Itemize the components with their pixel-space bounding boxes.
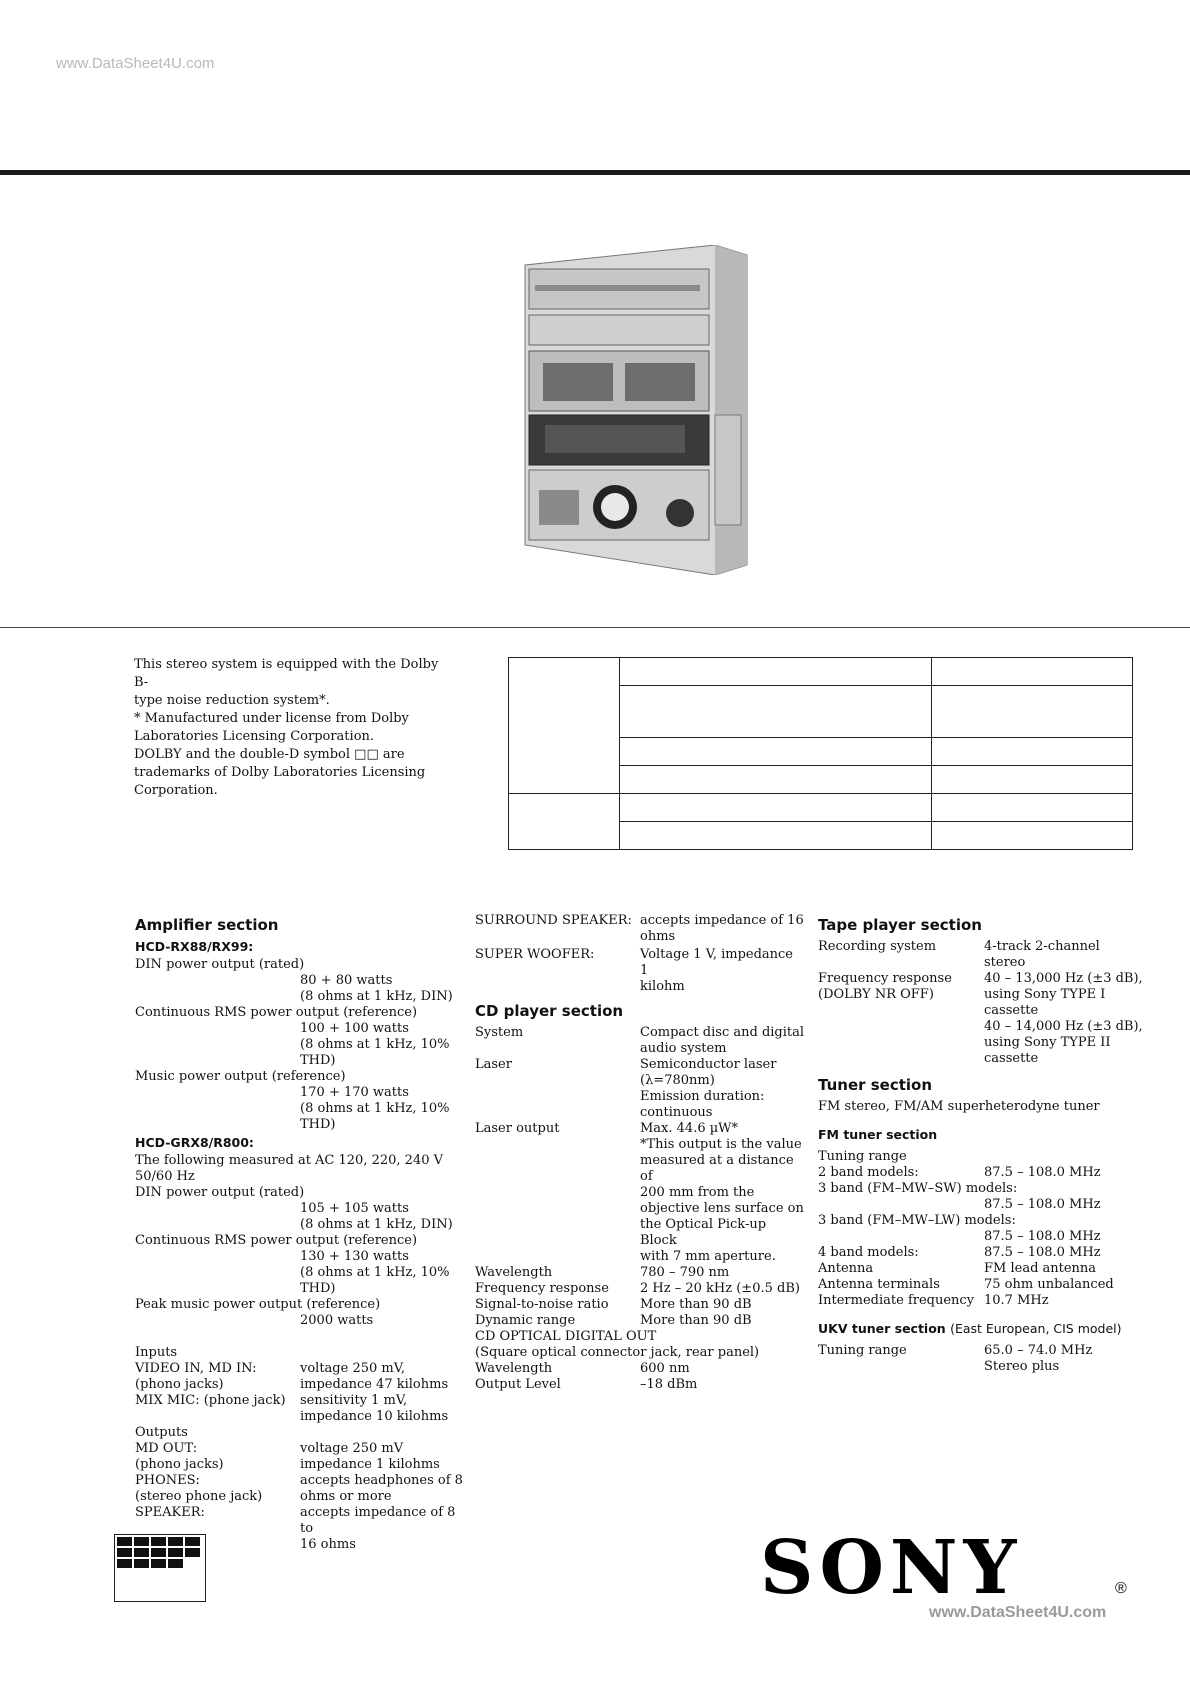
spec-label: 3 band (FM–MW–SW) models: — [818, 1181, 1018, 1196]
spec-label — [475, 1073, 640, 1089]
spec-value — [984, 1149, 1144, 1165]
registered-mark: ® — [1115, 1580, 1127, 1597]
intro-line: DOLBY and the double-D symbol □□ are — [134, 747, 405, 762]
spec-row — [475, 1121, 815, 1137]
spec-value: with 7 mm aperture. — [640, 1249, 776, 1264]
spec-row — [818, 1293, 1138, 1309]
spec-label: SPEAKER: — [135, 1505, 205, 1520]
spec-value: 16 ohms — [300, 1537, 356, 1552]
outputs-heading: Outputs — [135, 1425, 188, 1440]
ukv-heading — [818, 1321, 1138, 1337]
spec-value: Max. 44.6 µW* — [640, 1121, 739, 1136]
spec-row — [818, 1245, 1138, 1261]
spec-value: Semiconductor laser — [640, 1057, 777, 1072]
fm-heading: FM tuner section — [818, 1127, 938, 1142]
spec-row — [818, 1181, 1138, 1197]
spec-label: Recording system — [818, 939, 937, 954]
tuner-description: FM stereo, FM/AM superheterodyne tuner — [818, 1099, 1100, 1114]
spec-label: (phono jacks) — [135, 1457, 224, 1472]
spec-value — [1016, 1213, 1176, 1229]
spec-value: 100 + 100 watts — [300, 1021, 409, 1036]
spec-label — [475, 1217, 640, 1249]
spec-value: More than 90 dB — [640, 1297, 752, 1312]
intro-line: trademarks of Dolby Laboratories Licensing — [134, 765, 426, 780]
spec-row — [475, 1217, 815, 1249]
cd-spec-list — [475, 1025, 815, 1329]
spec-value: (8 ohms at 1 kHz, 10% — [300, 1037, 450, 1052]
spec-row — [818, 987, 1138, 1003]
spec-row — [475, 1297, 815, 1313]
table-cell — [932, 822, 1133, 850]
spec-value: 600 nm — [640, 1361, 690, 1376]
spec-value: Stereo plus — [984, 1359, 1060, 1374]
spec-value: 87.5 – 108.0 MHz — [984, 1245, 1101, 1260]
spec-value: 80 + 80 watts — [300, 973, 393, 988]
spec-value: voltage 250 mV, — [300, 1361, 405, 1376]
table-cell — [932, 794, 1133, 822]
spec-label: Tuning range — [818, 1149, 907, 1164]
spec-label: 2 band models: — [818, 1165, 919, 1180]
spec-value: using Sony TYPE II — [984, 1035, 1111, 1050]
spec-label — [475, 929, 640, 945]
spec-value: objective lens surface on — [640, 1201, 804, 1216]
spec-row — [135, 1393, 465, 1409]
spec-label — [818, 1359, 984, 1375]
spec-label: (Square optical connector jack, rear panel) — [475, 1345, 760, 1360]
spec-label: Antenna terminals — [818, 1277, 940, 1292]
spec-label: Continuous RMS power output (reference) — [135, 1233, 418, 1248]
spec-label — [475, 1105, 640, 1121]
amplifier-section — [135, 913, 465, 1553]
spec-row — [818, 1165, 1138, 1181]
spec-value: impedance 1 kilohms — [300, 1457, 440, 1472]
table-cell — [932, 738, 1133, 766]
section-title: Tuner section — [818, 1076, 933, 1094]
spec-value: audio system — [640, 1041, 727, 1056]
spec-row — [475, 1201, 815, 1217]
spec-row — [475, 929, 815, 945]
spec-label: (stereo phone jack) — [135, 1489, 263, 1504]
spec-row — [135, 1361, 465, 1377]
spec-row — [818, 1019, 1143, 1035]
spec-value: –18 dBm — [640, 1377, 698, 1392]
spec-value: accepts impedance of 16 — [640, 913, 804, 928]
spec-label — [475, 1137, 640, 1153]
spec-value: ohms or more — [300, 1489, 392, 1504]
spec-row — [475, 1313, 815, 1329]
spec-row — [818, 1261, 1138, 1277]
spec-value: accepts headphones of 8 — [300, 1473, 463, 1488]
inputs-heading: Inputs — [135, 1345, 178, 1360]
spec-label: Signal-to-noise ratio — [475, 1297, 609, 1312]
spec-row — [818, 1149, 1138, 1165]
spec-value: (8 ohms at 1 kHz, DIN) — [300, 989, 453, 1004]
spec-value: 2 Hz – 20 kHz (±0.5 dB) — [640, 1281, 800, 1296]
table-cell — [620, 738, 932, 766]
spec-label: SUPER WOOFER: — [475, 947, 595, 962]
spec-row — [475, 1281, 815, 1297]
spec-value: cassette — [984, 1003, 1039, 1018]
spec-row — [818, 1229, 1138, 1245]
spec-row — [818, 1359, 1138, 1375]
cd-player-section — [475, 913, 815, 1393]
spec-value: THD) — [300, 1281, 336, 1296]
spec-row — [818, 1197, 1138, 1213]
section-title: Amplifier section — [135, 916, 279, 934]
table-cell — [620, 822, 932, 850]
spec-label — [475, 1201, 640, 1217]
spec-value: 87.5 – 108.0 MHz — [984, 1165, 1101, 1180]
spec-label — [818, 1197, 984, 1213]
table-cell — [620, 794, 932, 822]
middle-rule — [0, 627, 1190, 628]
ukv-note: (East European, CIS model) — [950, 1321, 1122, 1336]
spec-value: *This output is the value — [640, 1137, 802, 1152]
spec-row — [818, 1277, 1138, 1293]
intro-line: Laboratories Licensing Corporation. — [134, 729, 375, 744]
spec-value: Voltage 1 V, impedance 1 — [640, 947, 794, 978]
spec-value: Emission duration: — [640, 1089, 765, 1104]
table-cell — [932, 686, 1133, 738]
spec-value: (8 ohms at 1 kHz, 10% — [300, 1265, 450, 1280]
spec-row — [818, 1035, 1138, 1051]
spec-label: Dynamic range — [475, 1313, 576, 1328]
spec-label: The following measured at AC 120, 220, 240 V — [135, 1153, 444, 1168]
table-cell — [620, 686, 932, 738]
spec-row — [135, 1473, 465, 1489]
spec-value: 130 + 130 watts — [300, 1249, 409, 1264]
spec-label: Frequency response — [475, 1281, 609, 1296]
spec-label: (phono jacks) — [135, 1377, 224, 1392]
spec-value: 105 + 105 watts — [300, 1201, 409, 1216]
model-heading: HCD-RX88/RX99: — [135, 939, 254, 954]
spec-row — [818, 1051, 1138, 1067]
spec-label: Continuous RMS power output (reference) — [135, 1005, 418, 1020]
intro-notice — [134, 656, 454, 800]
table-cell — [932, 658, 1133, 686]
spec-label: SURROUND SPEAKER: — [475, 913, 632, 928]
spec-value: 65.0 – 74.0 MHz — [984, 1343, 1093, 1358]
spec-label — [818, 1019, 984, 1035]
spec-label: DIN power output (rated) — [135, 957, 305, 972]
spec-row — [135, 1409, 465, 1425]
spec-label: Tuning range — [818, 1343, 907, 1358]
spec-label — [475, 1089, 640, 1105]
table-cell — [620, 766, 932, 794]
product-photo — [515, 245, 755, 575]
spec-row — [475, 947, 815, 979]
spec-label: MD OUT: — [135, 1441, 198, 1456]
spec-label: Antenna — [818, 1261, 874, 1276]
spec-value: (8 ohms at 1 kHz, 10% — [300, 1101, 450, 1116]
spec-value: voltage 250 mV — [300, 1441, 404, 1456]
spec-value: (λ=780nm) — [640, 1073, 715, 1088]
spec-row — [818, 971, 1143, 987]
spec-label: (DOLBY NR OFF) — [818, 987, 934, 1002]
spec-value — [1017, 1181, 1177, 1197]
spec-label: MIX MIC: (phone jack) — [135, 1393, 286, 1408]
spec-value: using Sony TYPE I — [984, 987, 1106, 1002]
spec-label: Intermediate frequency — [818, 1293, 975, 1308]
spec-row — [135, 1505, 465, 1537]
spec-label: Output Level — [475, 1377, 561, 1392]
spec-value: sensitivity 1 mV, — [300, 1393, 408, 1408]
table-cell — [509, 794, 620, 850]
spec-row — [475, 1025, 815, 1041]
spec-row — [475, 1137, 815, 1153]
spec-row — [135, 1441, 465, 1457]
spec-label: Frequency response — [818, 971, 952, 986]
spec-label — [475, 1041, 640, 1057]
spec-label: 4 band models: — [818, 1245, 919, 1260]
spec-row — [475, 1041, 815, 1057]
fm-spec-list — [818, 1149, 1138, 1309]
spec-row — [818, 1003, 1138, 1019]
spec-value: 75 ohm unbalanced — [984, 1277, 1114, 1292]
spec-row — [475, 1153, 815, 1185]
spec-value: 200 mm from the — [640, 1185, 755, 1200]
spec-value: kilohm — [640, 979, 685, 994]
intro-line: * Manufactured under license from Dolby — [134, 711, 409, 726]
spec-label: Music power output (reference) — [135, 1069, 346, 1084]
spec-value: 2000 watts — [300, 1313, 374, 1328]
spec-label — [818, 1051, 984, 1067]
spec-value: 40 – 14,000 Hz (±3 dB), — [984, 1019, 1143, 1034]
spec-row — [475, 1105, 815, 1121]
spec-value: FM lead antenna — [984, 1261, 1097, 1276]
spec-value: 10.7 MHz — [984, 1293, 1049, 1308]
spec-row — [475, 979, 815, 995]
spec-value: More than 90 dB — [640, 1313, 752, 1328]
model-table — [508, 657, 1133, 850]
spec-value: impedance 10 kilohms — [300, 1409, 449, 1424]
spec-value: 170 + 170 watts — [300, 1085, 409, 1100]
spec-label: Peak music power output (reference) — [135, 1297, 381, 1312]
table-cell — [932, 766, 1133, 794]
spec-value: 780 – 790 nm — [640, 1265, 730, 1280]
sony-logo: SONY — [760, 1525, 1023, 1611]
spec-label — [135, 1409, 300, 1425]
spec-label: Laser output — [475, 1121, 560, 1136]
spec-value: ohms — [640, 929, 676, 944]
spec-label: PHONES: — [135, 1473, 200, 1488]
spec-label — [818, 1035, 984, 1051]
tape-tuner-section — [818, 913, 1143, 1375]
spec-row — [135, 1457, 465, 1473]
ukv-title: UKV tuner section — [818, 1321, 946, 1336]
spec-label: CD OPTICAL DIGITAL OUT — [475, 1329, 657, 1344]
table-cell — [620, 658, 932, 686]
section-title: Tape player section — [818, 916, 982, 934]
spec-label: VIDEO IN, MD IN: — [135, 1361, 257, 1376]
grid-logo — [114, 1534, 206, 1602]
spec-label: 3 band (FM–MW–LW) models: — [818, 1213, 1016, 1228]
spec-label: 50/60 Hz — [135, 1169, 195, 1184]
ukv-spec-list — [818, 1343, 1138, 1375]
spec-label: Laser — [475, 1057, 512, 1072]
spec-row — [475, 1057, 815, 1073]
spec-value: cassette — [984, 1051, 1039, 1066]
spec-row — [135, 1377, 465, 1393]
spec-value: measured at a distance of — [640, 1153, 794, 1184]
section-title: CD player section — [475, 1002, 624, 1020]
spec-value: continuous — [640, 1105, 713, 1120]
optical-spec-list — [475, 1361, 815, 1393]
top-rule — [0, 170, 1190, 175]
spec-value: THD) — [300, 1117, 336, 1132]
intro-line: Corporation. — [134, 783, 218, 798]
spec-label — [475, 1153, 640, 1185]
spec-row — [818, 1343, 1138, 1359]
spec-value: Compact disc and digital — [640, 1025, 805, 1040]
spec-row — [818, 1213, 1138, 1229]
watermark-bottom: www.DataSheet4U.com — [929, 1604, 1107, 1621]
spec-value: 40 – 13,000 Hz (±3 dB), — [984, 971, 1143, 986]
spec-label — [818, 1003, 984, 1019]
intro-line: type noise reduction system*. — [134, 693, 330, 708]
spec-row — [475, 1073, 815, 1089]
spec-row — [475, 1089, 815, 1105]
spec-label — [475, 1249, 640, 1265]
spec-label — [475, 979, 640, 995]
spec-value: impedance 47 kilohms — [300, 1377, 449, 1392]
model-heading: HCD-GRX8/R800: — [135, 1135, 254, 1150]
spec-label: Wavelength — [475, 1265, 553, 1280]
spec-row — [475, 1249, 815, 1265]
spec-row — [475, 913, 815, 929]
spec-value: 87.5 – 108.0 MHz — [984, 1197, 1101, 1212]
spec-label: DIN power output (rated) — [135, 1185, 305, 1200]
spec-row — [475, 1361, 815, 1377]
spec-label: System — [475, 1025, 524, 1040]
intro-line: This stereo system is equipped with the Dolby B- — [134, 657, 439, 690]
spec-value: accepts impedance of 8 to — [300, 1505, 456, 1536]
tape-spec-list — [818, 939, 1143, 1067]
spec-label: Wavelength — [475, 1361, 553, 1376]
spec-value: THD) — [300, 1053, 336, 1068]
spec-row — [818, 939, 1138, 971]
spec-value: the Optical Pick-up Block — [640, 1217, 767, 1248]
spec-value: 87.5 – 108.0 MHz — [984, 1229, 1101, 1244]
spec-row — [135, 1489, 465, 1505]
watermark-top: www.DataSheet4U.com — [56, 55, 215, 72]
spec-row — [475, 1265, 815, 1281]
spec-label — [475, 1185, 640, 1201]
table-cell — [509, 658, 620, 794]
spec-value: (8 ohms at 1 kHz, DIN) — [300, 1217, 453, 1232]
spec-value: 4-track 2-channel stereo — [984, 939, 1100, 970]
spec-row — [475, 1377, 815, 1393]
spec-row — [475, 1185, 815, 1201]
spec-label — [818, 1229, 984, 1245]
